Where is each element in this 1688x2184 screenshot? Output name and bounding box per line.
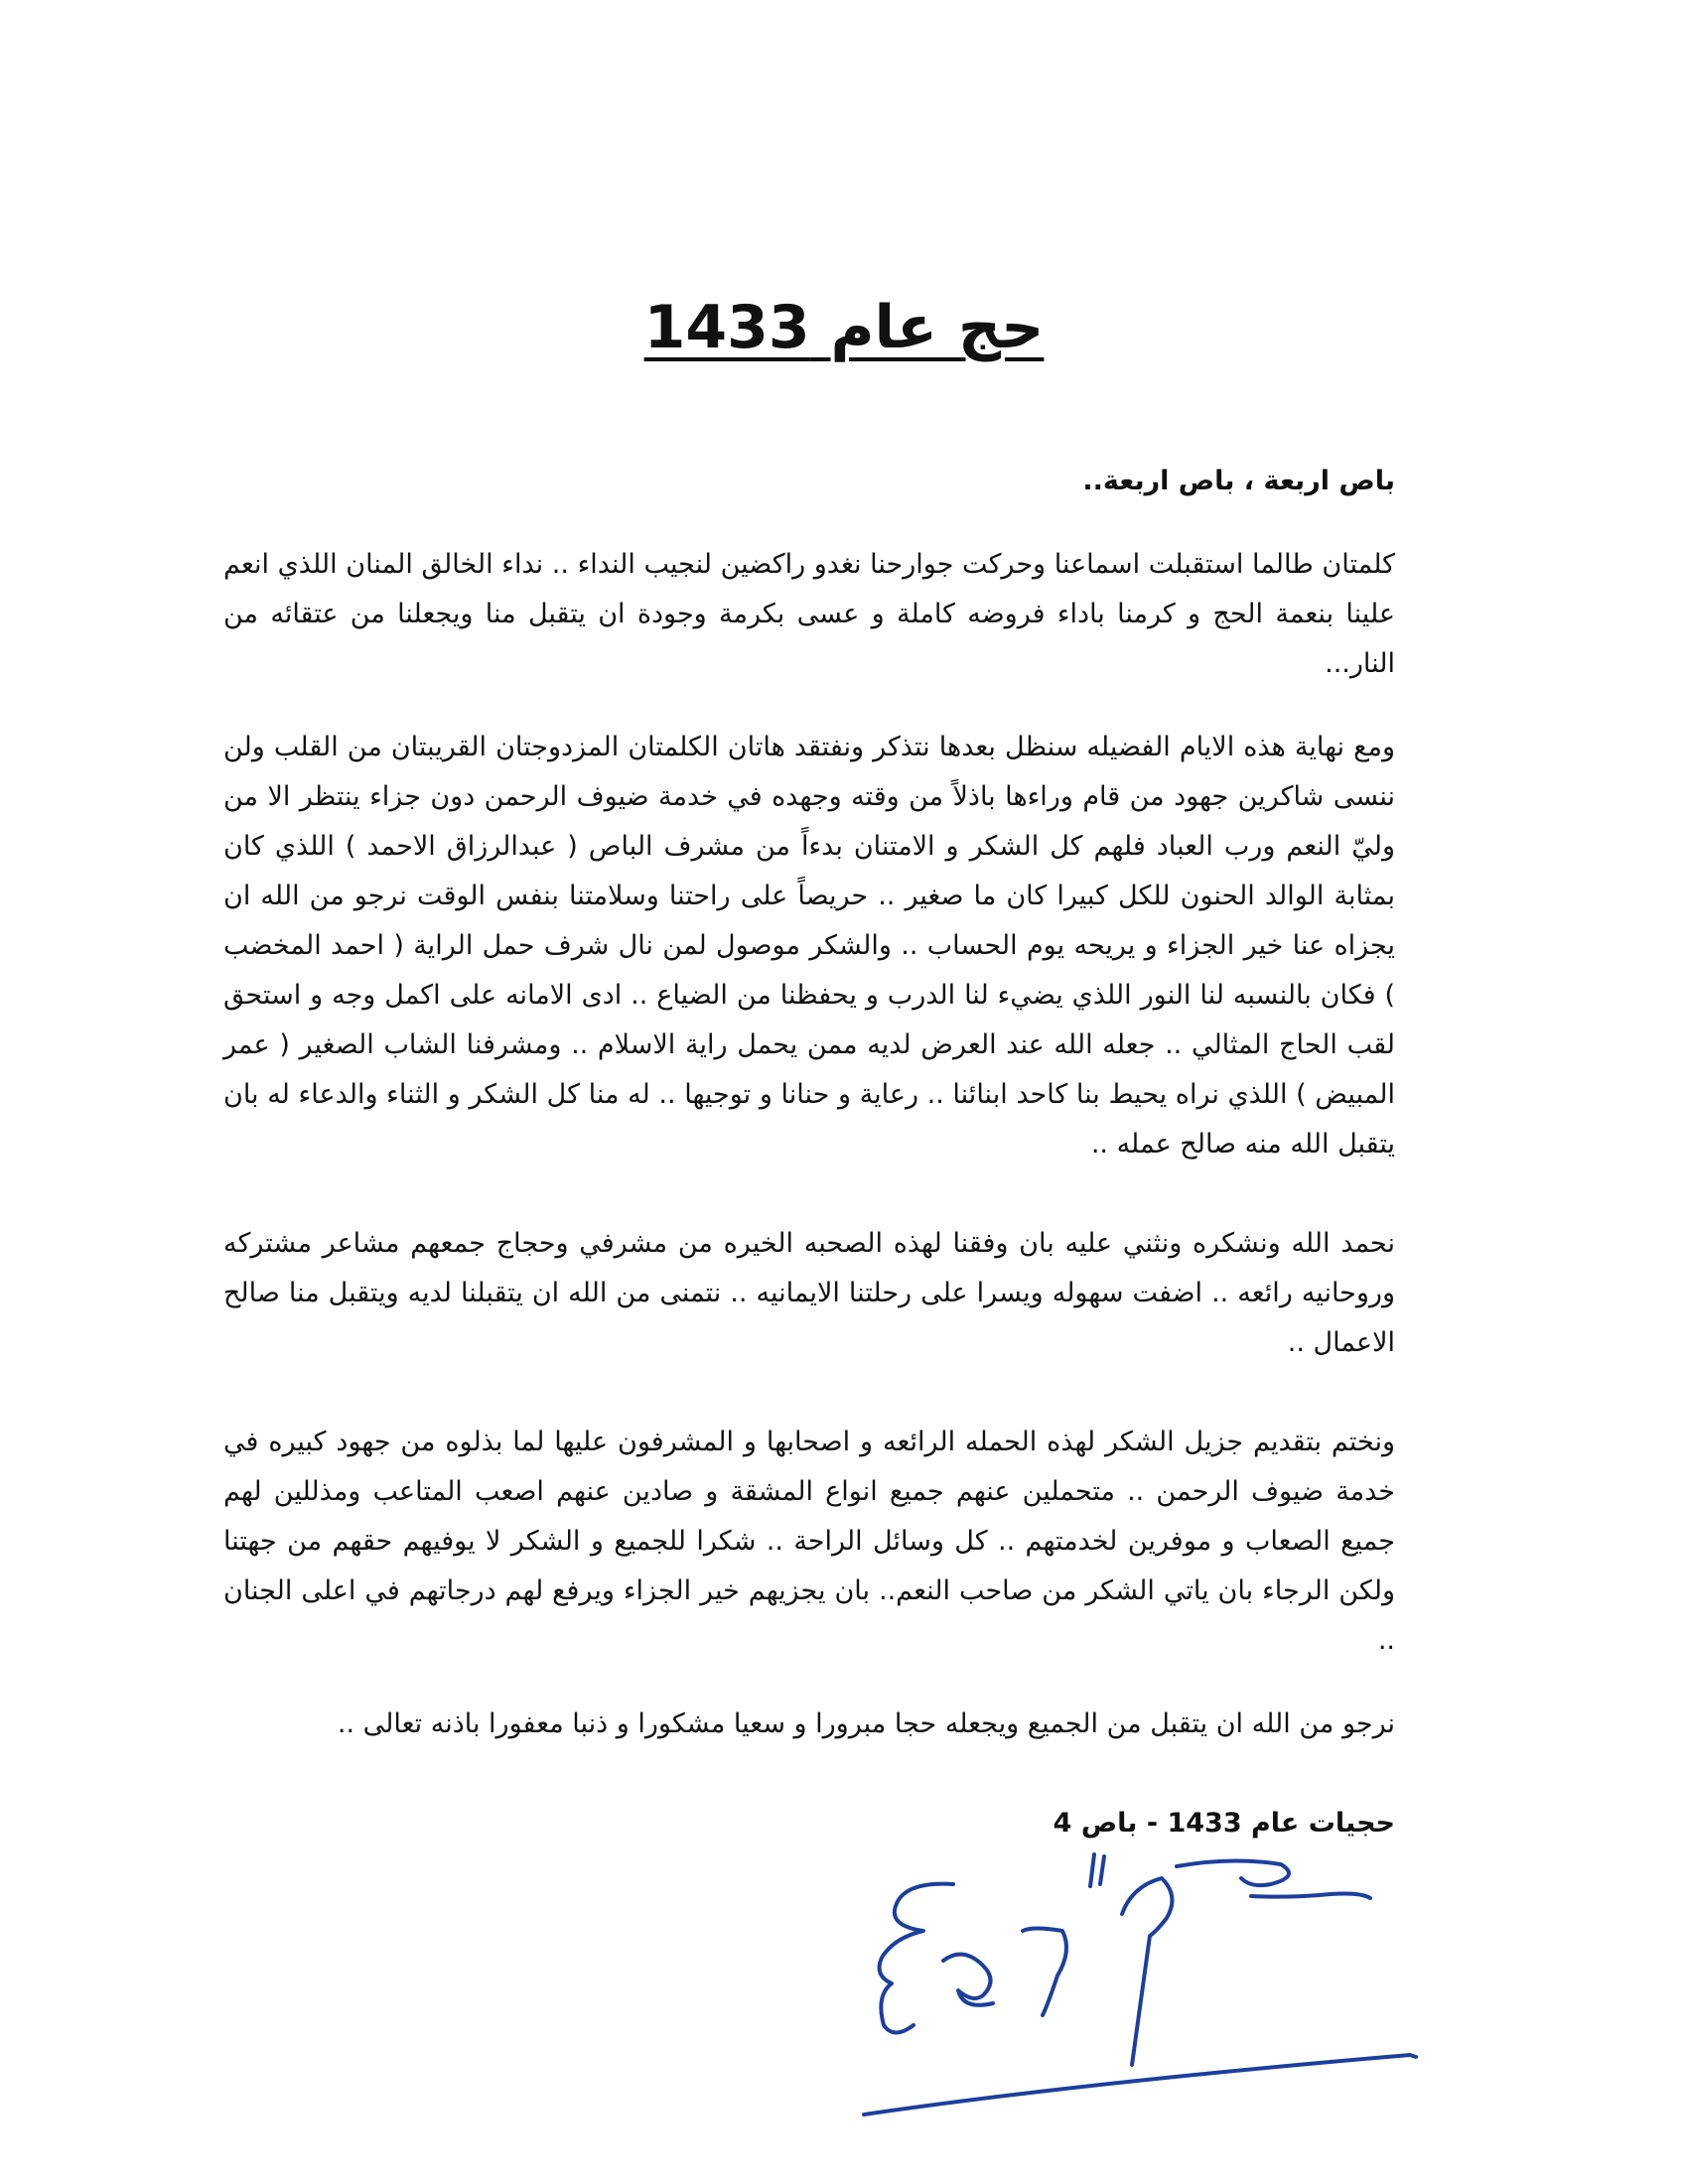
handwritten-signature <box>834 1827 1450 2124</box>
paragraph-4: ونختم بتقديم جزيل الشكر لهذه الحمله الرائعه و اصحابها و المشرفون عليها لما بذلوه من جهود كبيره في خدمة ضيوف الرحمن .. متحملين عنهم جميع انواع المشقة و صادين عنهم اصعب المتاعب ومذللين لهم جميع الصعاب و موفرين لخدمتهم .. كل وسائل الراحة .. شكرا للجميع و الشكر لا يوفيهم حقهم من جهتنا ولكن الرجاء بان ياتي الشكر من صاحب النعم.. بان يجزيهم خير الجزاء ويرفع لهم درجاتهم في اعلى الجنان .. <box>223 1427 1395 1656</box>
letter-body <box>223 457 1395 1875</box>
closing-signoff: حجيات عام 1433 - باص 4 <box>1053 1808 1395 1839</box>
page-title <box>0 288 1688 367</box>
greeting: باص اربعة ، باص اربعة.. <box>1082 466 1395 496</box>
title-text: حج عام 1433 <box>643 293 1045 362</box>
paragraph-2: ومع نهاية هذه الايام الفضيله سنظل بعدها نتذكر ونفتقد هاتان الكلمتان المزدوجتان القريبتان من القلب ولن ننسى شاكرين جهود من قام وراءها باذلاً من وقته وجهده في خدمة ضيوف الرحمن دون جزاء ينتظر الا من وليّ النعم ورب العباد فلهم كل الشكر و الامتنان بدءاً من مشرف الباص ( عبدالرزاق الاحمد ) اللذي كان بمثابة الوالد الحنون للكل كبيرا كان ما صغير .. حريصاً على راحتنا وسلامتنا بنفس الوقت نرجو من الله ان يجزاه عنا خير الجزاء و يريحه يوم الحساب .. والشكر موصول لمن نال شرف حمل الراية ( احمد المخضب ) فكان بالنسبه لنا النور اللذي يضيء لنا الدرب و يحفظنا من الضياع .. ادى الامانه على اكمل وجه و استحق لقب الحاج المثالي .. جعله الله عند العرض لديه ممن يحمل راية الاسلام .. ومشرفنا الشاب الصغير ( عمر المبيض ) اللذي نراه يحيط بنا كاحد ابنائنا .. رعاية و حنانا و توجيها .. له منا كل الشكر و الثناء والدعاء له بان يتقبل الله منه صالح عمله .. <box>223 732 1395 1160</box>
signature-strokes <box>864 1854 1416 2115</box>
paragraph-5: نرجو من الله ان يتقبل من الجميع ويجعله حجا مبرورا و سعيا مشكورا و ذنبا معفورا باذنه تعالى .. <box>337 1708 1395 1739</box>
paragraph-3: نحمد الله ونشكره ونثني عليه بان وفقنا لهذه الصحبه الخيره من مشرفي وحجاج جمعهم مشاعر مشتركه وروحانيه رائعه .. اضفت سهوله ويسرا على رحلتنا الايمانيه .. نتمنى من الله ان يتقبلنا لديه ويتقبل منا صالح الاعمال .. <box>223 1228 1395 1358</box>
paragraph-1: كلمتان طالما استقبلت اسماعنا وحركت جوارحنا نغدو راكضين لنجيب النداء .. نداء الخالق المنان اللذي انعم علينا بنعمة الحج و كرمنا باداء فروضه كاملة و عسى بكرمة وجودة ان يتقبل منا ويجعلنا من عتقائه من النار... <box>223 549 1395 679</box>
